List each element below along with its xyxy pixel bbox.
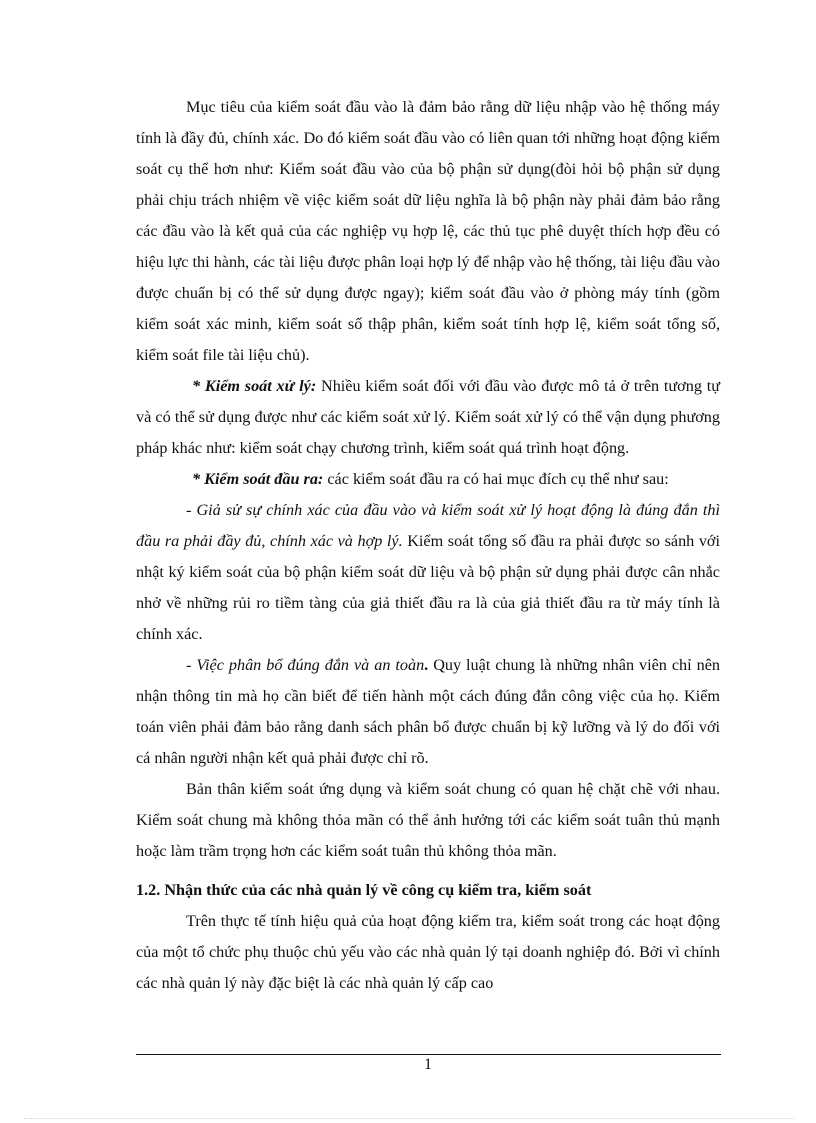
page-edge-divider <box>24 1118 794 1119</box>
output-item-accuracy <box>136 495 720 650</box>
section-heading: 1.2. Nhận thức của các nhà quản lý về công cụ kiểm tra, kiểm soát <box>136 881 592 899</box>
item2-italic: - Việc phân bổ đúng đắn và an toàn <box>186 656 425 674</box>
item2-text: Quy luật chung là những nhân viên chỉ nên nhận thông tin mà họ cần biết để tiến hành một cách đúng đắn công việc của họ. Kiểm toán viên phải đảm bảo rằng danh sách phân bổ được chuẩn bị kỹ lưỡng và lý do đối với cá nhân người nhận kết quả phải được chỉ rõ. <box>136 656 720 767</box>
paragraph-input-control: Mục tiêu của kiểm soát đầu vào là đảm bảo rằng dữ liệu nhập vào hệ thống máy tính là đầy đủ, chính xác. Do đó kiểm soát đầu vào có liên quan tới những hoạt động kiểm soát cụ thể hơn như: Kiểm soát đầu vào của bộ phận sử dụng(đòi hỏi bộ phận sử dụng phải chịu trách nhiệm về việc kiểm soát dữ liệu nghĩa là bộ phận này phải đảm bảo rằng các đầu vào là kết quả của các nghiệp vụ hợp lệ, các thủ tục phê duyệt thích hợp đều có hiệu lực thi hành, các tài liệu được phân loại hợp lý để nhập vào hệ thống, tài liệu đầu vào được chuẩn bị có thể sử dụng được ngay); kiểm soát đầu vào ở phòng máy tính (gồm kiểm soát xác minh, kiểm soát số thập phân, kiểm soát tính hợp lệ, kiểm soát tổng số, kiểm soát file tài liệu chủ). <box>136 98 720 364</box>
item1-italic: - Giả sử sự chính xác của đầu vào và kiểm soát xử lý hoạt động là đúng đắn thì đầu ra phải đầy đủ, chính xác và hợp lý. <box>136 501 720 550</box>
output-heading: * Kiểm soát đầu ra: <box>192 470 324 488</box>
paragraph-section-text: Trên thực tế tính hiệu quả của hoạt động kiểm tra, kiểm soát trong các hoạt động của một tổ chức phụ thuộc chủ yếu vào các nhà quản lý tại doanh nghiệp đó. Bởi vì chính các nhà quản lý này đặc biệt là các nhà quản lý cấp cao <box>136 912 720 992</box>
paragraph-closing: Bản thân kiểm soát ứng dụng và kiểm soát chung có quan hệ chặt chẽ với nhau. Kiểm soát chung mà không thỏa mãn có thể ảnh hưởng tới các kiểm soát tuân thủ mạnh hoặc làm trầm trọng hơn các kiểm soát tuân thủ không thỏa mãn. <box>136 780 720 860</box>
page-number: 1 <box>424 1056 432 1073</box>
processing-heading: * Kiểm soát xử lý: <box>192 377 317 395</box>
footer-rule <box>136 1054 721 1055</box>
document-body <box>136 92 720 999</box>
item1-text: Kiểm soát tổng số đầu ra phải được so sánh với nhật ký kiểm soát của bộ phận kiểm soát dữ liệu và bộ phận sử dụng phải được cân nhắc nhở về những rủi ro tiềm tàng của giả thiết đầu ra là của giả thiết đầu ra từ máy tính là chính xác. <box>136 532 720 643</box>
paragraph-processing-control <box>136 371 720 464</box>
item2-bold: . <box>424 656 429 674</box>
output-item-distribution <box>136 650 720 774</box>
output-text: các kiểm soát đầu ra có hai mục đích cụ thể như sau: <box>323 470 669 488</box>
processing-text: Nhiều kiểm soát đối với đầu vào được mô tả ở trên tương tự và có thể sử dụng được như các kiểm soát xử lý. Kiểm soát xử lý có thể vận dụng phương pháp khác như: kiểm soát chạy chương trình, kiểm soát quá trình hoạt động. <box>136 377 720 457</box>
paragraph-output-control <box>136 464 720 495</box>
